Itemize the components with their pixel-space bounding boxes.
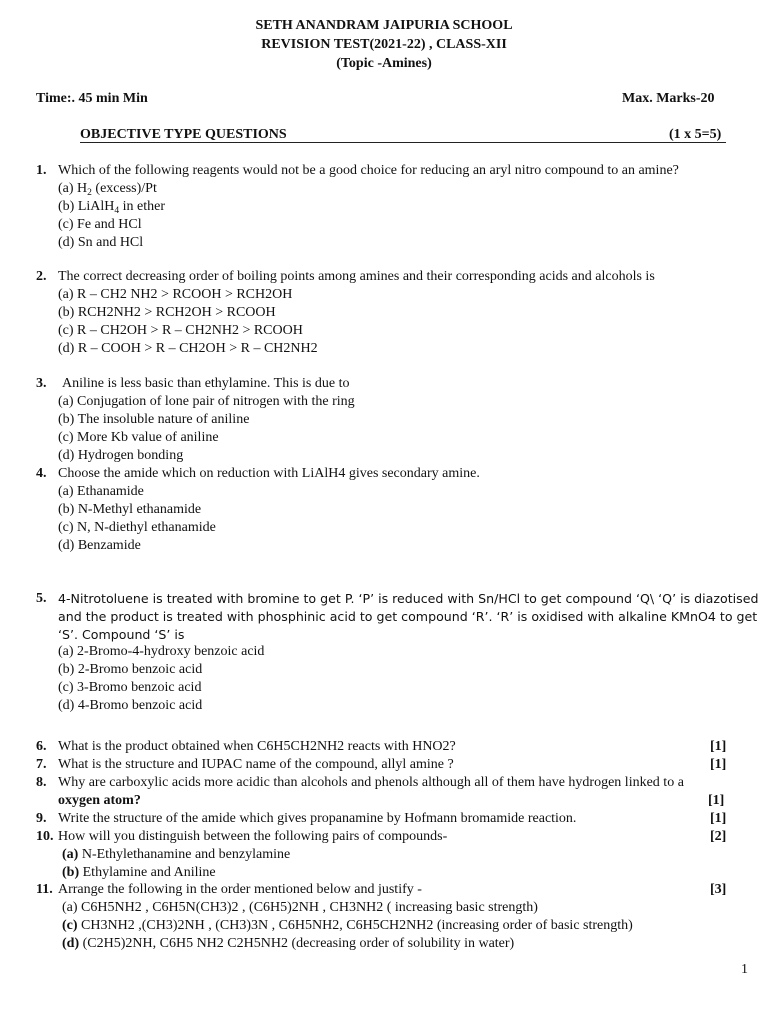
school-name: SETH ANANDRAM JAIPURIA SCHOOL [255,18,513,33]
q2-option-d: (d) R – COOH > R – CH2OH > R – CH2NH2 [58,341,318,356]
q1-option-d: (d) Sn and HCl [58,235,144,250]
q5-option-b: (b) 2-Bromo benzoic acid [58,662,203,677]
question-number: 7. [36,757,47,772]
question-number: 9. [36,811,47,826]
question-10-text: How will you distinguish between the following pairs of compounds- [58,829,448,844]
q4-option-a: (a) Ethanamide [58,484,144,499]
q11-part-c: (c) CH3NH2 ,(CH3)2NH , (CH3)3N , C6H5NH2, C6H5CH2NH2 (increasing order of basic strength) [62,918,633,933]
topic: (Topic -Amines) [336,56,432,71]
section-underline [80,142,726,143]
question-8-line-1: Why are carboxylic acids more acidic than alcohols and phenols although all of them have hydrogen linked to a [58,775,684,790]
marks-badge: [1] [710,757,727,772]
q4-option-c: (c) N, N-diethyl ethanamide [58,520,216,535]
page-number: 1 [741,962,748,977]
q10-part-a: (a) N-Ethylethanamine and benzylamine [62,847,291,862]
question-number: 4. [36,466,47,481]
question-6-text: What is the product obtained when C6H5CH2NH2 reacts with HNO2? [58,739,456,754]
question-number: 3. [36,376,47,391]
test-title: REVISION TEST(2021-22) , CLASS-XII [261,37,507,52]
section-heading: OBJECTIVE TYPE QUESTIONS [80,127,287,142]
marks-badge: [2] [710,829,727,844]
time-label: Time:. 45 min Min [36,91,148,106]
question-number: 1. [36,163,47,178]
q3-option-d: (d) Hydrogen bonding [58,448,184,463]
question-5-line-3: ‘S’. Compound ‘S’ is [58,627,185,642]
q3-option-c: (c) More Kb value of aniline [58,430,219,445]
q5-option-d: (d) 4-Bromo benzoic acid [58,698,203,713]
question-5-line-2: and the product is treated with phosphinic acid to get compound ‘R’. ‘R’ is oxidised with alkaline KMnO4 to get [58,609,758,624]
question-3-text: Aniline is less basic than ethylamine. This is due to [62,376,350,391]
question-number: 10. [36,829,54,844]
q5-option-a: (a) 2-Bromo-4-hydroxy benzoic acid [58,644,265,659]
q11-part-a: (a) C6H5NH2 , C6H5N(CH3)2 , (C6H5)2NH , CH3NH2 ( increasing basic strength) [62,900,538,915]
question-4-text: Choose the amide which on reduction with LiAlH4 gives secondary amine. [58,466,480,481]
question-11-text: Arrange the following in the order mentioned below and justify - [58,882,422,897]
section-marks: (1 x 5=5) [669,127,722,142]
q2-option-b: (b) RCH2NH2 > RCH2OH > RCOOH [58,305,276,320]
question-number: 5. [36,591,47,606]
question-number: 11. [36,882,53,897]
question-number: 6. [36,739,47,754]
question-9-text: Write the structure of the amide which gives propanamine by Hofmann bromamide reaction. [58,811,577,826]
marks-badge: [1] [708,793,725,808]
q4-option-d: (d) Benzamide [58,538,141,553]
question-number: 8. [36,775,47,790]
q1-option-c: (c) Fe and HCl [58,217,142,232]
q10-part-b: (b) Ethylamine and Aniline [62,865,216,880]
q11-part-d: (d) (C2H5)2NH, C6H5 NH2 C2H5NH2 (decreasing order of solubility in water) [62,936,515,951]
q1-option-a: (a) $H_2$ (excess)/Pt [58,181,157,198]
q3-option-b: (b) The insoluble nature of aniline [58,412,250,427]
question-number: 2. [36,269,47,284]
q3-option-a: (a) Conjugation of lone pair of nitrogen with the ring [58,394,355,409]
question-2-text: The correct decreasing order of boiling points among amines and their corresponding acids and alcohols is [58,269,655,284]
q5-option-c: (c) 3-Bromo benzoic acid [58,680,202,695]
marks-badge: [1] [710,739,727,754]
q2-option-c: (c) R – CH2OH > R – CH2NH2 > RCOOH [58,323,303,338]
max-marks: Max. Marks-20 [622,91,715,106]
marks-badge: [3] [710,882,727,897]
question-1-text: Which of the following reagents would not be a good choice for reducing an aryl nitro compound to an amine? [58,163,679,178]
q4-option-b: (b) N-Methyl ethanamide [58,502,202,517]
q2-option-a: (a) R – CH2 NH2 > RCOOH > RCH2OH [58,287,293,302]
marks-badge: [1] [710,811,727,826]
q1-option-b: (b) LiAlH$_4$ in ether [58,199,166,216]
question-5-line-1: 4-Nitrotoluene is treated with bromine to get P. ‘P’ is reduced with Sn/HCl to get compound ‘Q\ ‘Q’ is diazotised [58,591,759,606]
question-8-line-2: oxygen atom? [58,793,141,808]
question-7-text: What is the structure and IUPAC name of the compound, allyl amine ? [58,757,454,772]
